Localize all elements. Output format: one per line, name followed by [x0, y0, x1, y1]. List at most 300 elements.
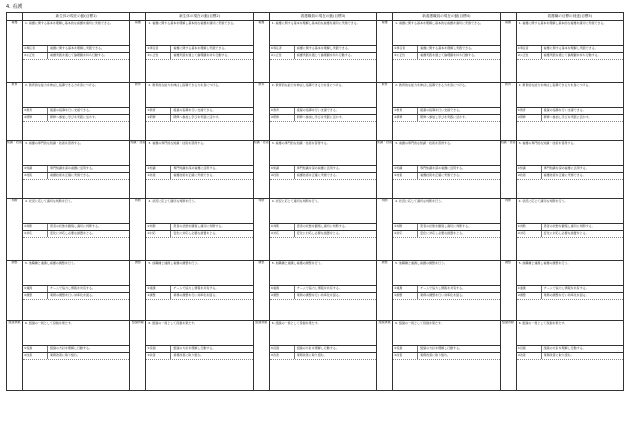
criteria-tag: ①連携	[517, 286, 542, 292]
row-label: 教育	[130, 83, 146, 141]
criteria-text: 患者の状態を観察し適切に判断する。	[173, 224, 225, 228]
criteria-tag: ①判断	[393, 224, 418, 230]
criteria-item	[146, 285, 252, 292]
criteria-cell	[393, 141, 500, 199]
criteria-item	[146, 230, 252, 237]
criteria-text: 看護技術を正確に実施できる。	[50, 172, 93, 177]
criteria-item	[270, 45, 376, 52]
page-header: 4. 看護	[6, 4, 23, 10]
criteria-note: 3. 看護の専門的な知識・技術を習得する。	[518, 141, 577, 145]
criteria-tag: ②研修	[146, 115, 171, 121]
criteria-note: 2. 教育的な能力を伸ばし指導できる力を身につける。	[25, 83, 98, 87]
criteria-tag: ②技術	[517, 173, 542, 179]
table-row	[7, 321, 624, 391]
criteria-note: 5. 他職種と連携し看護の調整を行う。	[271, 261, 324, 265]
row-label: 教育	[500, 83, 516, 141]
row-label: 組織貢献	[500, 321, 516, 391]
criteria-item	[146, 107, 252, 114]
criteria-tag: ①連携	[146, 286, 171, 292]
criteria-tag: ②公正性	[270, 53, 295, 59]
criteria-item	[517, 172, 623, 179]
criteria-tag: ②調整	[270, 293, 295, 299]
criteria-tag: ②研修	[517, 115, 542, 121]
criteria-text: 看護実践を通じて倫理観を持ち行動する。	[173, 52, 231, 57]
criteria-text: チームで協力し情報を共有する。	[543, 286, 589, 290]
criteria-tag: ①教育	[517, 108, 542, 114]
criteria-tag: ①教育	[23, 108, 48, 114]
criteria-text: 専門知識を深め看護に活用する。	[296, 166, 342, 170]
column-header: 看護職の目標の到達(目標5)	[516, 13, 623, 21]
column-header: 看護職員の現在の動(目標3)	[269, 13, 376, 21]
row-label: 調整	[253, 261, 269, 321]
row-label: 知識・技術	[500, 141, 516, 199]
dotted-line	[393, 179, 499, 185]
criteria-tag: ①専任者	[146, 46, 171, 52]
criteria-text: 患者の状態を観察し適切に判断する。	[296, 224, 348, 228]
dotted-line	[393, 237, 499, 243]
dotted-line	[146, 359, 252, 365]
criteria-item	[517, 230, 623, 237]
criteria-item	[393, 292, 499, 299]
criteria-tag: ①専任者	[23, 46, 48, 52]
row-label: 調整	[130, 261, 146, 321]
criteria-text: 専門知識を深め看護に活用する。	[50, 166, 96, 170]
dotted-line	[23, 299, 129, 305]
criteria-tag: ①役割	[270, 346, 295, 352]
criteria-text: 看護技術を正確に実施できる。	[420, 172, 463, 177]
criteria-cell	[269, 83, 376, 141]
row-label: 教育	[7, 83, 23, 141]
criteria-tag: ②公正性	[23, 53, 48, 59]
criteria-item	[146, 352, 252, 359]
criteria-item	[270, 285, 376, 292]
criteria-cell	[23, 141, 130, 199]
table-row	[7, 199, 624, 261]
dotted-line	[517, 179, 623, 185]
criteria-note: 2. 教育的な能力を伸ばし指導できる力を身につける。	[395, 83, 468, 87]
criteria-cell	[146, 261, 253, 321]
criteria-item	[393, 165, 499, 172]
criteria-cell	[516, 141, 623, 199]
criteria-text: 看護実践を通じて倫理観を持ち行動する。	[543, 52, 601, 57]
criteria-tag: ①専任者	[270, 46, 295, 52]
criteria-text: 研修へ参加し学びを実践に活かす。	[543, 114, 592, 119]
criteria-item	[270, 114, 376, 121]
criteria-text: 業務の調整を行い効率化を図る。	[173, 292, 219, 297]
criteria-tag: ①知識	[393, 166, 418, 172]
dotted-line	[23, 121, 129, 127]
criteria-tag: ②改善	[393, 353, 418, 359]
criteria-note: 2. 教育的な能力を伸ばし指導できる力を身につける。	[518, 83, 592, 87]
criteria-text: 患者の状態を観察し適切に判断する。	[543, 224, 595, 228]
criteria-tag: ②公正性	[517, 53, 542, 59]
criteria-text: 看護技術を正確に実施できる。	[543, 172, 586, 177]
row-label: 判断	[500, 199, 516, 261]
criteria-note: 1. 看護に関する基本を理解し基本的な看護を適切に実施できる。	[25, 21, 113, 25]
criteria-cell	[269, 321, 376, 391]
criteria-note: 3. 看護の専門的な知識・技術を習得する。	[395, 141, 453, 145]
criteria-cell	[516, 199, 623, 261]
criteria-note: 1. 看護に関する基本を理解し基本的な看護を適切に実施できる。	[148, 21, 237, 25]
criteria-item	[270, 345, 376, 352]
criteria-text: 患者の状態を観察し適切に判断する。	[420, 224, 472, 228]
row-label: 組織貢献	[377, 321, 393, 391]
dotted-line	[517, 121, 623, 127]
criteria-text: 組織の方針を理解し行動する。	[296, 346, 339, 350]
criteria-tag: ②技術	[393, 173, 418, 179]
criteria-note: 3. 看護の専門的な知識・技術を習得する。	[271, 141, 330, 145]
criteria-cell	[146, 83, 253, 141]
dotted-line	[23, 237, 129, 243]
dotted-line	[146, 237, 252, 243]
criteria-note: 1. 看護に関する基本を理解し基本的な看護を適切に実施できる。	[395, 21, 483, 25]
criteria-tag: ②改善	[23, 353, 48, 359]
row-label: 判断	[7, 199, 23, 261]
criteria-item	[517, 345, 623, 352]
criteria-tag: ①判断	[517, 224, 542, 230]
criteria-item	[393, 114, 499, 121]
criteria-text: 業務の調整を行い効率化を図る。	[50, 292, 96, 297]
criteria-text: 研修へ参加し学びを実践に活かす。	[173, 114, 222, 119]
criteria-item	[393, 352, 499, 359]
criteria-item	[517, 52, 623, 59]
criteria-text: 看護実践を通じて倫理観を持ち行動する。	[296, 52, 354, 57]
criteria-note: 6. 組織の一員として役割を果たす。	[271, 321, 321, 325]
criteria-tag: ①知識	[517, 166, 542, 172]
criteria-text: 変化に対応し必要な措置をとる。	[296, 230, 342, 235]
criteria-item	[393, 172, 499, 179]
criteria-tag: ②改善	[146, 353, 171, 359]
criteria-note: 1. 看護に関する基本を理解し基本的な看護を適切に実施できる。	[518, 21, 607, 25]
criteria-tag: ①役割	[146, 346, 171, 352]
criteria-tag: ①専任者	[393, 46, 418, 52]
criteria-tag: ②改善	[270, 353, 295, 359]
criteria-note: 5. 他職種と連携し看護の調整を行う。	[395, 261, 447, 265]
criteria-text: 業務改善に取り組む。	[50, 352, 81, 357]
criteria-tag: ②技術	[146, 173, 171, 179]
row-label: 判断	[130, 199, 146, 261]
criteria-cell	[146, 199, 253, 261]
criteria-text: 業務改善に取り組む。	[543, 352, 574, 357]
criteria-text: チームで協力し情報を共有する。	[173, 286, 219, 290]
criteria-tag: ②調整	[393, 293, 418, 299]
criteria-note: 5. 他職種と連携し看護の調整を行う。	[25, 261, 77, 265]
criteria-cell	[516, 83, 623, 141]
criteria-note: 1. 看護に関する基本を理解し基本的な看護を適切に実施できる。	[271, 21, 360, 25]
criteria-item	[270, 107, 376, 114]
criteria-tag: ①判断	[23, 224, 48, 230]
criteria-text: 専門知識を深め看護に活用する。	[543, 166, 589, 170]
dotted-line	[23, 359, 129, 365]
criteria-tag: ①判断	[146, 224, 171, 230]
criteria-text: 組織の方針を理解し行動する。	[420, 346, 463, 350]
criteria-cell	[393, 261, 500, 321]
criteria-note: 6. 組織の一員として役割を果たす。	[395, 321, 444, 325]
criteria-text: 変化に対応し必要な措置をとる。	[543, 230, 589, 235]
criteria-cell	[23, 321, 130, 391]
criteria-cell	[393, 199, 500, 261]
dotted-line	[270, 237, 376, 243]
row-label: 教育	[377, 83, 393, 141]
criteria-note: 6. 組織の一員として役割を果たす。	[148, 321, 197, 325]
criteria-cell	[23, 83, 130, 141]
criteria-item	[146, 172, 252, 179]
criteria-tag: ②調整	[146, 293, 171, 299]
criteria-tag: ②対応	[270, 231, 295, 237]
criteria-tag: ①連携	[23, 286, 48, 292]
row-label: 組織貢献	[130, 321, 146, 391]
criteria-text: 後輩の指導を行い支援できる。	[296, 108, 339, 112]
criteria-text: 看護技術を正確に実施できる。	[173, 172, 216, 177]
criteria-text: チームで協力し情報を共有する。	[296, 286, 342, 290]
criteria-tag: ①専任者	[517, 46, 542, 52]
criteria-item	[517, 45, 623, 52]
criteria-cell	[146, 141, 253, 199]
criteria-note: 4. 状況に応じて適切な判断を行う。	[271, 199, 321, 203]
criteria-note: 4. 状況に応じて適切な判断を行う。	[148, 199, 198, 203]
criteria-item	[146, 114, 252, 121]
criteria-text: 業務の調整を行い効率化を図る。	[296, 292, 342, 297]
criteria-text: 後輩の指導を行い支援できる。	[543, 108, 586, 112]
criteria-item	[517, 114, 623, 121]
criteria-note: 3. 看護の専門的な知識・技術を習得する。	[25, 141, 83, 145]
dotted-line	[146, 179, 252, 185]
column-header: 新生体の現在の動(目標2)	[146, 13, 253, 21]
criteria-cell	[23, 199, 130, 261]
criteria-item	[23, 107, 129, 114]
criteria-tag: ②改善	[517, 353, 542, 359]
criteria-cell	[269, 261, 376, 321]
criteria-item	[23, 223, 129, 230]
criteria-item	[146, 345, 252, 352]
row-label: 判断	[377, 199, 393, 261]
criteria-item	[393, 345, 499, 352]
criteria-tag: ②公正性	[393, 53, 418, 59]
dotted-line	[517, 359, 623, 365]
criteria-text: 組織の方針を理解し行動する。	[543, 346, 586, 350]
criteria-item	[393, 52, 499, 59]
row-label: 知識・技術	[130, 141, 146, 199]
criteria-text: 研修へ参加し学びを実践に活かす。	[420, 114, 468, 119]
criteria-tag: ①知識	[270, 166, 295, 172]
criteria-item	[393, 45, 499, 52]
criteria-item	[517, 107, 623, 114]
criteria-text: 業務の調整を行い効率化を図る。	[420, 292, 466, 297]
criteria-item	[23, 172, 129, 179]
dotted-line	[393, 121, 499, 127]
table-row	[7, 141, 624, 199]
criteria-tag: ②公正性	[146, 53, 171, 59]
criteria-item	[23, 345, 129, 352]
criteria-tag: ②対応	[146, 231, 171, 237]
evaluation-table	[6, 12, 624, 391]
criteria-text: 業務の調整を行い効率化を図る。	[543, 292, 589, 297]
dotted-line	[270, 179, 376, 185]
criteria-cell	[516, 261, 623, 321]
criteria-note: 4. 状況に応じて適切な判断を行う。	[395, 199, 444, 203]
row-label: 判断	[253, 199, 269, 261]
criteria-text: 看護技術を正確に実施できる。	[296, 172, 339, 177]
criteria-item	[270, 352, 376, 359]
column-header-row	[7, 13, 624, 21]
dotted-line	[270, 359, 376, 365]
criteria-item	[23, 114, 129, 121]
criteria-note: 3. 看護の専門的な知識・技術を習得する。	[148, 141, 207, 145]
column-header: 新生体の現在の動(目標1)	[23, 13, 130, 21]
row-label: 知識・技術	[7, 141, 23, 199]
criteria-text: 専門知識を深め看護に活用する。	[173, 166, 219, 170]
criteria-item	[146, 52, 252, 59]
row-label: 組織貢献	[7, 321, 23, 391]
criteria-item	[517, 292, 623, 299]
criteria-item	[270, 52, 376, 59]
dotted-line	[146, 121, 252, 127]
criteria-cell	[516, 21, 623, 83]
criteria-item	[270, 292, 376, 299]
criteria-tag: ①連携	[270, 286, 295, 292]
row-label: 調整	[377, 261, 393, 321]
table-row	[7, 21, 624, 83]
criteria-tag: ②対応	[23, 231, 48, 237]
row-label: 看護	[500, 21, 516, 83]
criteria-cell	[269, 199, 376, 261]
criteria-item	[393, 223, 499, 230]
criteria-text: 後輩の指導を行い支援できる。	[173, 108, 216, 112]
dotted-line	[23, 179, 129, 185]
criteria-item	[393, 285, 499, 292]
criteria-tag: ②技術	[270, 173, 295, 179]
row-label: 知識・技術	[377, 141, 393, 199]
criteria-tag: ②対応	[393, 231, 418, 237]
criteria-tag: ②調整	[517, 293, 542, 299]
criteria-item	[517, 165, 623, 172]
dotted-line	[270, 59, 376, 65]
criteria-text: 変化に対応し必要な措置をとる。	[50, 230, 96, 235]
criteria-text: 変化に対応し必要な措置をとる。	[173, 230, 219, 235]
criteria-note: 5. 他職種と連携し看護の調整を行う。	[148, 261, 201, 265]
criteria-tag: ①連携	[393, 286, 418, 292]
criteria-cell	[146, 21, 253, 83]
criteria-tag: ②研修	[270, 115, 295, 121]
criteria-text: 研修へ参加し学びを実践に活かす。	[296, 114, 345, 119]
row-label: 看護	[377, 21, 393, 83]
criteria-text: 看護実践を通じて倫理観を持ち行動する。	[420, 52, 478, 57]
criteria-tag: ②調整	[23, 293, 48, 299]
criteria-text: 組織の方針を理解し行動する。	[50, 346, 93, 350]
criteria-item	[146, 292, 252, 299]
criteria-text: 看護に関する基本を理解し実践できる。	[50, 46, 105, 50]
criteria-text: 専門知識を深め看護に活用する。	[420, 166, 466, 170]
row-label: 組織貢献	[253, 321, 269, 391]
criteria-item	[146, 223, 252, 230]
criteria-tag: ①教育	[146, 108, 171, 114]
row-label: 調整	[7, 261, 23, 321]
criteria-tag: ②技術	[23, 173, 48, 179]
criteria-cell	[269, 141, 376, 199]
table-row	[7, 261, 624, 321]
dotted-line	[517, 59, 623, 65]
criteria-text: 業務改善に取り組む。	[420, 352, 451, 357]
criteria-text: チームで協力し情報を共有する。	[50, 286, 96, 290]
dotted-line	[517, 299, 623, 305]
criteria-item	[393, 230, 499, 237]
dotted-line	[393, 359, 499, 365]
criteria-tag: ①役割	[393, 346, 418, 352]
criteria-item	[23, 45, 129, 52]
criteria-tag: ①役割	[517, 346, 542, 352]
criteria-item	[517, 223, 623, 230]
criteria-cell	[393, 21, 500, 83]
criteria-text: 研修へ参加し学びを実践に活かす。	[50, 114, 98, 119]
criteria-text: 看護に関する基本を理解し実践できる。	[420, 46, 475, 50]
criteria-tag: ①役割	[23, 346, 48, 352]
criteria-text: 業務改善に取り組む。	[173, 352, 204, 357]
criteria-text: チームで協力し情報を共有する。	[420, 286, 466, 290]
criteria-item	[23, 352, 129, 359]
criteria-text: 後輩の指導を行い支援できる。	[50, 108, 93, 112]
dotted-line	[23, 59, 129, 65]
criteria-item	[517, 352, 623, 359]
criteria-tag: ①教育	[393, 108, 418, 114]
criteria-text: 後輩の指導を行い支援できる。	[420, 108, 463, 112]
row-label: 看護	[7, 21, 23, 83]
criteria-text: 看護実践を通じて倫理観を持ち行動する。	[50, 52, 108, 57]
criteria-tag: ②研修	[23, 115, 48, 121]
criteria-text: 変化に対応し必要な措置をとる。	[420, 230, 466, 235]
dotted-line	[517, 237, 623, 243]
criteria-note: 5. 他職種と連携し看護の調整を行う。	[518, 261, 571, 265]
criteria-note: 2. 教育的な能力を伸ばし指導できる力を身につける。	[271, 83, 345, 87]
criteria-note: 6. 組織の一員として役割を果たす。	[518, 321, 568, 325]
criteria-item	[517, 285, 623, 292]
criteria-tag: ①知識	[146, 166, 171, 172]
criteria-item	[23, 52, 129, 59]
row-label: 調整	[500, 261, 516, 321]
criteria-text: 看護に関する基本を理解し実践できる。	[543, 46, 598, 50]
criteria-cell	[23, 261, 130, 321]
table-row	[7, 83, 624, 141]
criteria-item	[146, 165, 252, 172]
criteria-cell	[23, 21, 130, 83]
criteria-note: 4. 状況に応じて適切な判断を行う。	[518, 199, 568, 203]
criteria-text: 看護に関する基本を理解し実践できる。	[173, 46, 228, 50]
row-label: 教育	[253, 83, 269, 141]
criteria-tag: ②研修	[393, 115, 418, 121]
row-label: 看護	[130, 21, 146, 83]
criteria-cell	[516, 321, 623, 391]
criteria-cell	[146, 321, 253, 391]
column-header: 新看護職員の現在の動(目標4)	[393, 13, 500, 21]
criteria-item	[23, 292, 129, 299]
criteria-item	[23, 285, 129, 292]
criteria-item	[270, 165, 376, 172]
criteria-note: 4. 状況に応じて適切な判断を行う。	[25, 199, 74, 203]
criteria-note: 6. 組織の一員として役割を果たす。	[25, 321, 74, 325]
criteria-cell	[393, 83, 500, 141]
criteria-item	[270, 223, 376, 230]
criteria-item	[23, 165, 129, 172]
criteria-note: 2. 教育的な能力を伸ばし指導できる力を身につける。	[148, 83, 222, 87]
dotted-line	[270, 299, 376, 305]
criteria-tag: ②対応	[517, 231, 542, 237]
criteria-text: 看護に関する基本を理解し実践できる。	[296, 46, 351, 50]
row-label: 看護	[253, 21, 269, 83]
criteria-tag: ①判断	[270, 224, 295, 230]
criteria-text: 患者の状態を観察し適切に判断する。	[50, 224, 102, 228]
row-label: 知識・技術	[253, 141, 269, 199]
dotted-line	[270, 121, 376, 127]
criteria-item	[393, 107, 499, 114]
